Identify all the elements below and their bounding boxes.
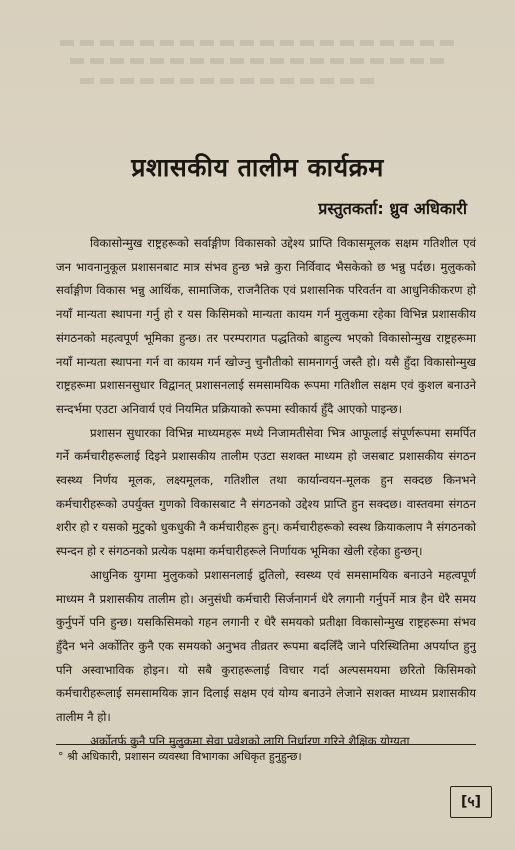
- bleed-through-line: [60, 40, 460, 46]
- paragraph: अर्कोतर्फ कुनै पनि मुलुकमा सेवा प्रवेशको लागि निर्धारण गरिने शैक्षिक योग्यता: [90, 733, 410, 748]
- paragraph: प्रशासन सुधारका विभिन्न माध्यमहरू मध्ये निजामतीसेवा भित्र आफूलाई संपूर्णरूपमा समर्पित गर्ने कर्मचारीहरूलाई दिइने प्रशासकीय तालीम एउटा सशक्त माध्यम हो जसबाट प्रशासकीय संगठन स्वस्थ्य निर्णय मूलक, लक्ष्यमूलक, गतिशील तथा कार्यान्वयन-मूलक हुन सक्दछ किनभने कर्मचारीहरूको उपर्युक्त गुणको विकासबाट नै संगठनको उद्देश्य प्राप्ति हुन सक्दछ। वास्तवमा संगठन शरीर हो र यसको मुटुको धुकधुकी नै कर्मचारीहरू हुन्। कर्मचारीहरूको स्वस्थ क्रियाकलाप नै संगठनको स्पन्दन हो र संगठनको प्रत्येक पक्षमा कर्मचारीहरूले निर्णायक भूमिका खेली रहेका हुन्छन्।: [56, 425, 476, 559]
- document-title: प्रशासकीय तालीम कार्यक्रम: [131, 153, 384, 182]
- bleed-through-line: [70, 58, 450, 64]
- paragraph: विकासोन्मुख राष्ट्रहरूको सर्वाङ्गीण विकासको उद्देश्य प्राप्ति विकासमूलक सक्षम गतिशील एवं जन भावनानुकूल प्रशासनबाट मात्र संभव हुन्छ भन्ने कुरा निर्विवाद भैसकेको छ भन्नु पर्दछ। मुलुकको सर्वाङ्गीण विकास भन्नु आर्थिक, सामाजिक, राजनैतिक एवं प्रशासनिक परिवर्तन वा आधुनिकीकरण हो नयाँ मान्यता स्थापना गर्नु हो र यस किसिमको मान्यता कायम गर्न मुलुकमा रहेका विभिन्न प्रशासकीय संगठनको महत्वपूर्ण भूमिका हुन्छ। तर परम्परागत पद्धतिको बाहुल्य भएको विकासोन्मुख राष्ट्रहरूमा नयाँ मान्यता स्थापना गर्न वा कायम गर्न खोज्नु चुनौतीको सामनागर्नु जस्तै हो। यसै हुँदा विकासोन्मुख राष्ट्रहरूमा प्रशासनसुधार विद्वानत् प्रशासनलाई समसामयिक रूपमा गतिशील सक्षम एवं कुशल बनाउने सन्दर्भमा एउटा अनिवार्य एवं नियमित प्रक्रियाको रूपमा स्वीकार्य हुँदै आएको पाइन्छ।: [56, 236, 476, 416]
- footnote-divider: [56, 744, 476, 745]
- presenter-line: प्रस्तुतकर्ता: ध्रुव अधिकारी: [318, 199, 467, 218]
- paragraph: आधुनिक युगमा मुलुकको प्रशासनलाई द्रुतिलो, स्वस्थ्य एवं समसामयिक बनाउने महत्वपूर्ण माध्यम नै प्रशासकीय तालीम हो। अनुसंधी कर्मचारी सिर्जनागर्न धेरै लगानी गर्नुपर्ने मात्र हैन धेरै समय कुर्नुपर्ने पनि हुन्छ। यसकिसिमको गहन लगानी र धेरै समयको प्रतीक्षा विकासोन्मुख राष्ट्रहरूमा संभव हुँदैन भने अर्कोतिर कुनै एक समयको अनुभव तीव्रतर रूपमा बदलिँदै जाने परिस्थितिमा अपर्याप्त हुनु पनि अस्वाभाविक होइन। यो सबै कुराहरूलाई विचार गर्दा अल्पसमयमा छरितो किसिमको कर्मचारीहरूलाई समसामयिक ज्ञान दिलाई सक्षम एवं योग्य बनाउने लेजाने सशक्त माध्यम प्रशासकीय तालीम नै हो।: [56, 567, 476, 725]
- article-body: [56, 232, 476, 753]
- bleed-through-line: [80, 78, 380, 84]
- footnote: ° श्री अधिकारी, प्रशासन व्यवस्था विभागका अधिकृत हुनुहुन्छ।: [58, 750, 302, 763]
- page-number: [५]: [450, 786, 492, 818]
